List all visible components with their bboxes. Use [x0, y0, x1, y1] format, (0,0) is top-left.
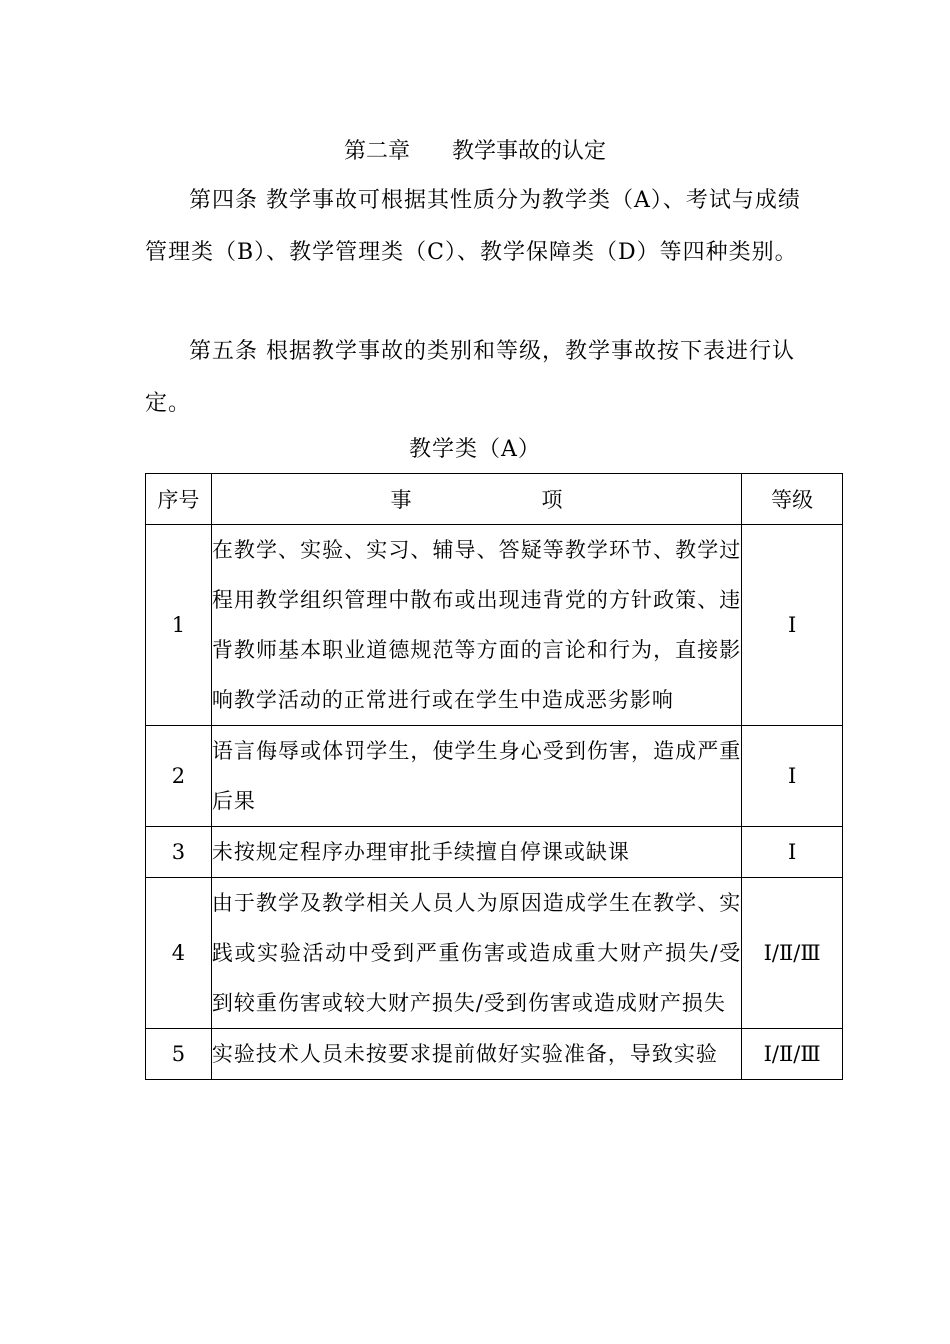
row-no: 4 — [146, 878, 212, 1029]
chapter-title: 教学事故的认定 — [451, 139, 606, 164]
table-row — [146, 878, 843, 1029]
row-no: 2 — [146, 726, 212, 827]
header-no: 序号 — [146, 474, 212, 525]
row-item: 实验技术人员未按要求提前做好实验准备，导致实验 — [211, 1029, 741, 1080]
header-item — [211, 474, 741, 525]
row-grade: Ⅰ — [742, 525, 843, 726]
chapter-number: 第二章 — [344, 139, 411, 164]
article-5-paragraph: 第五条 根据教学事故的类别和等级，教学事故按下表进行认定。 — [145, 339, 795, 416]
header-item-left: 事 — [390, 488, 412, 512]
row-grade: Ⅰ — [742, 827, 843, 878]
header-grade: 等级 — [742, 474, 843, 525]
row-no: 1 — [146, 525, 212, 726]
row-grade: Ⅰ/Ⅱ/Ⅲ — [742, 1029, 843, 1080]
row-item: 语言侮辱或体罚学生，使学生身心受到伤害，造成严重后果 — [211, 726, 741, 827]
row-grade: Ⅰ/Ⅱ/Ⅲ — [742, 878, 843, 1029]
row-no: 3 — [146, 827, 212, 878]
row-item: 由于教学及教学相关人员人为原因造成学生在教学、实践或实验活动中受到严重伤害或造成重大财产损失/受到较重伤害或较大财产损失/受到伤害或造成财产损失 — [211, 878, 741, 1029]
row-item: 未按规定程序办理审批手续擅自停课或缺课 — [211, 827, 741, 878]
table-row — [146, 1029, 843, 1080]
table-caption: 教学类（A） — [409, 437, 541, 462]
incident-table — [145, 473, 843, 1080]
row-no: 5 — [146, 1029, 212, 1080]
row-grade: Ⅰ — [742, 726, 843, 827]
header-item-right: 项 — [541, 488, 563, 512]
table-row — [146, 525, 843, 726]
article-4-paragraph: 第四条 教学事故可根据其性质分为教学类（A）、考试与成绩管理类（B）、教学管理类（C）、教学保障类（D）等四种类别。 — [145, 188, 801, 265]
table-header-row — [146, 474, 843, 525]
chapter-heading — [0, 132, 950, 172]
row-item: 在教学、实验、实习、辅导、答疑等教学环节、教学过程用教学组织管理中散布或出现违背党的方针政策、违背教师基本职业道德规范等方面的言论和行为，直接影响教学活动的正常进行或在学生中造成恶劣影响 — [211, 525, 741, 726]
table-row — [146, 827, 843, 878]
table-row — [146, 726, 843, 827]
